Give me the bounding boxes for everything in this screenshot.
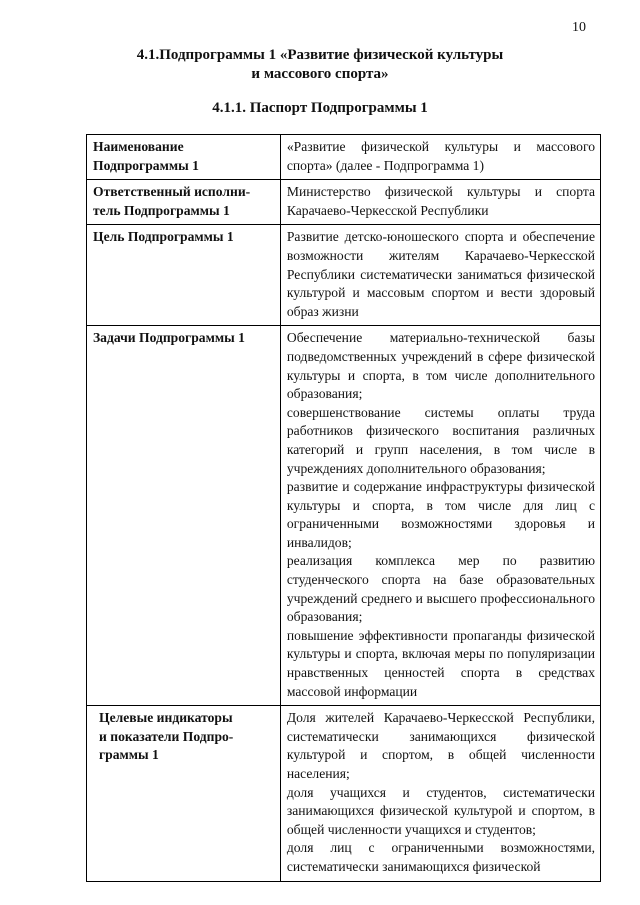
label-line: Задачи Подпрограммы 1 [93,330,245,346]
value-paragraph: «Развитие физической культуры и массового спорта» (далее - Подпрограмма 1) [286,139,595,173]
label-tasks [87,326,281,706]
value-indicators [280,706,600,881]
page-number: 10 [572,20,586,35]
row-responsible-executor [87,180,601,225]
label-program-name [87,135,281,180]
value-paragraph: доля лиц с ограниченными возможностями, систематически занимающихся физической [286,840,595,874]
label-line: тель Подпрограммы 1 [93,202,230,218]
value-paragraph: Доля жителей Карачаево-Черкесской Республики, систематически занимающихся физической культурой и спортом, в общей численности населения; [286,710,595,781]
row-goal [87,225,601,326]
label-responsible-executor [87,180,281,225]
label-line: граммы 1 [99,747,159,763]
value-paragraph: повышение эффективности пропаганды физической культуры и спорта, включая меры по популяризации нравственных ценностей спорта в средствах массовой информации [286,627,595,699]
row-indicators [87,706,601,881]
label-goal [87,225,281,326]
label-line: Цель Подпрограммы 1 [93,229,234,245]
value-responsible-executor [280,180,600,225]
passport-subtitle: 4.1.1. Паспорт Подпрограммы 1 [212,100,428,116]
label-line: Наименование [93,139,184,154]
row-tasks [87,326,601,706]
value-goal [280,225,600,326]
section-title-line-2: и массового спорта» [251,66,389,82]
value-tasks [280,326,600,706]
label-line: Целевые индикаторы [99,710,233,726]
value-paragraph: Развитие детско-юношеского спорта и обеспечение возможности жителям Карачаево-Черкесской Республики систематически заниматься физической культурой и массовым спортом и вести здоровый образ жизни [286,229,595,319]
value-paragraph: доля учащихся и студентов, систематически занимающихся физической культурой и спортом, в общей численности учащихся и студентов; [286,784,595,837]
passport-table [86,134,601,882]
value-paragraph: развитие и содержание инфраструктуры физической культуры и спорта, в том числе для лиц с ограниченными возможностями здоровья и инвалидов; [286,479,595,550]
label-line: Подпрограммы 1 [93,157,199,173]
row-program-name [87,135,601,180]
value-program-name [280,135,600,180]
value-paragraph: реализация комплекса мер по развитию студенческого спорта на базе образовательных учреждений среднего и высшего профессионального образования; [286,553,595,625]
label-line: и показатели Подпро- [99,728,234,744]
value-paragraph: Обеспечение материально-технической базы подведомственных учреждений в сфере физической культуры и спорта, в том числе дополнительного образования; [286,330,595,402]
section-title-line-1: 4.1.Подпрограммы 1 «Развитие физической культуры [136,47,504,63]
value-paragraph: совершенствование системы оплаты труда работников физического воспитания различных категорий и групп населения, в том числе в учреждениях дополнительного образования; [286,404,595,476]
value-paragraph: Министерство физической культуры и спорта Карачаево-Черкесской Республики [286,184,595,218]
label-line: Ответственный исполни- [93,184,251,200]
section-title [0,46,640,84]
label-indicators [87,706,281,881]
